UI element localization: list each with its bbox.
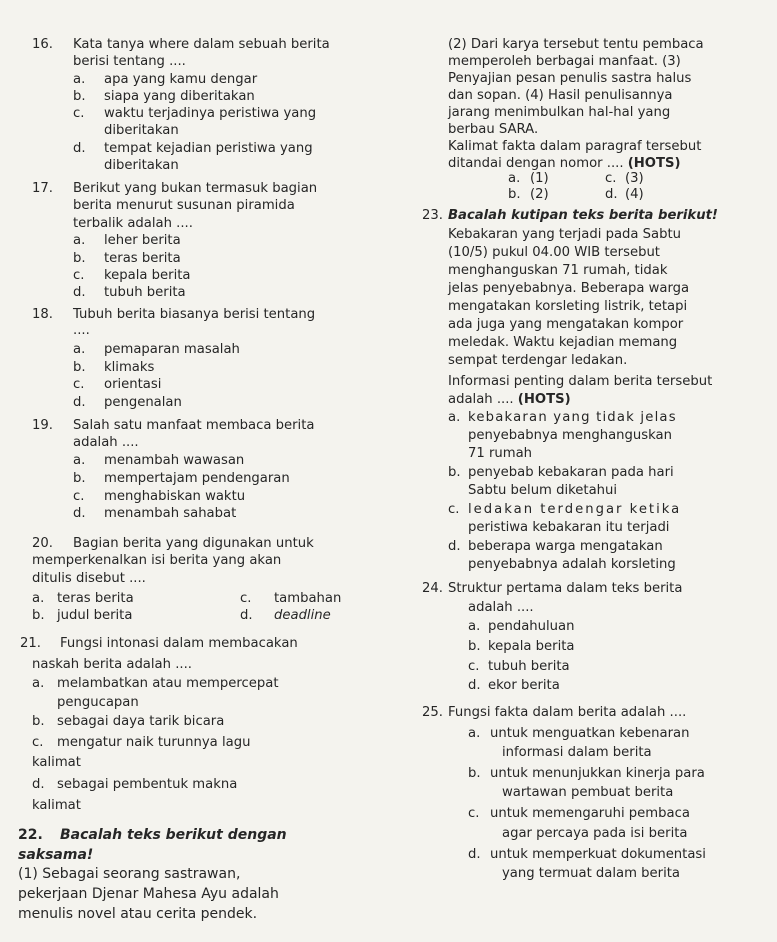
question-stem: saksama! xyxy=(18,847,94,863)
option-text: menambah wawasan xyxy=(104,453,245,468)
option-letter: b. xyxy=(468,639,481,654)
passage-line: Penyajian pesan penulis sastra halus xyxy=(448,71,692,86)
passage-line: (2) Dari karya tersebut tentu pembaca xyxy=(448,37,704,52)
option-text: judul berita xyxy=(57,608,133,623)
option-letter: c. xyxy=(240,591,252,606)
option-text: waktu terjadinya peristiwa yang xyxy=(104,106,317,121)
option-letter: c. xyxy=(73,489,85,504)
option-letter: a. xyxy=(32,676,45,691)
question-stem: Kata tanya where dalam sebuah berita xyxy=(73,37,330,52)
option-text: untuk menunjukkan kinerja para xyxy=(490,766,705,781)
question-stem: adalah .... xyxy=(468,600,534,615)
option-text: kalimat xyxy=(32,755,81,770)
option-text: deadline xyxy=(274,608,331,623)
option-letter: d. xyxy=(468,847,481,862)
option-text: pemaparan masalah xyxy=(104,342,240,357)
option-letter: d. xyxy=(468,678,481,693)
option-letter: a. xyxy=(468,726,481,741)
option-text: melambatkan atau mempercepat xyxy=(57,676,279,691)
question-stem: Fungsi fakta dalam berita adalah .... xyxy=(448,705,687,720)
option-letter: c. xyxy=(468,806,480,821)
option-letter: b. xyxy=(508,187,521,202)
option-text: kebakaran yang tidak jelas xyxy=(468,410,677,425)
option-text: tubuh berita xyxy=(104,285,186,300)
option-letter: a. xyxy=(73,233,86,248)
option-letter: c. xyxy=(605,171,617,186)
option-letter: b. xyxy=(73,360,86,375)
passage-line: menulis novel atau cerita pendek. xyxy=(18,906,258,922)
passage-line: berbau SARA. xyxy=(448,122,539,137)
question-text xyxy=(448,393,571,406)
question-stem: berisi tentang .... xyxy=(73,54,186,69)
option-text: penyebabnya menghanguskan xyxy=(468,428,672,443)
option-text: leher berita xyxy=(104,233,181,248)
option-text: siapa yang diberitakan xyxy=(104,89,255,104)
option-text: mengatur naik turunnya lagu xyxy=(57,735,251,750)
option-text: apa yang kamu dengar xyxy=(104,72,258,87)
option-text: mempertajam pendengaran xyxy=(104,471,290,486)
question-number: 19. xyxy=(32,418,53,433)
passage-line: ada juga yang mengatakan kompor xyxy=(448,317,684,332)
option-letter: b. xyxy=(73,471,86,486)
option-letter: a. xyxy=(32,591,45,606)
option-text: menambah sahabat xyxy=(104,506,237,521)
question-stem: Struktur pertama dalam teks berita xyxy=(448,581,683,596)
option-text: tubuh berita xyxy=(488,659,570,674)
option-text: 71 rumah xyxy=(468,446,533,461)
question-number: 16. xyxy=(32,37,53,52)
question-number: 22. xyxy=(18,827,43,843)
question-stem: terbalik adalah .... xyxy=(73,216,193,231)
option-text: orientasi xyxy=(104,377,162,392)
option-text: (1) xyxy=(530,171,549,186)
question-text xyxy=(448,157,681,170)
option-text: tempat kejadian peristiwa yang xyxy=(104,141,313,156)
passage-line: sempat terdengar ledakan. xyxy=(448,353,628,368)
option-letter: d. xyxy=(73,285,86,300)
question-tail: ditandai dengan nomor .... xyxy=(448,156,628,171)
question-stem: naskah berita adalah .... xyxy=(32,657,192,672)
passage-line: pekerjaan Djenar Mahesa Ayu adalah xyxy=(18,886,279,902)
option-text: pendahuluan xyxy=(488,619,575,634)
option-letter: a. xyxy=(508,171,521,186)
question-number: 25. xyxy=(422,705,443,720)
question-number: 24. xyxy=(422,581,443,596)
option-letter: a. xyxy=(73,72,86,87)
hots-label: (HOTS) xyxy=(627,156,681,171)
option-letter: d. xyxy=(240,608,253,623)
passage-line: (10/5) pukul 04.00 WIB tersebut xyxy=(448,245,660,260)
option-letter: c. xyxy=(73,268,85,283)
question-stem: adalah .... xyxy=(73,435,139,450)
question-stem: ditulis disebut .... xyxy=(32,571,146,586)
question-stem: .... xyxy=(73,323,90,338)
option-text: (2) xyxy=(530,187,549,202)
option-letter: c. xyxy=(32,735,44,750)
option-text: agar percaya pada isi berita xyxy=(502,826,688,841)
option-letter: d. xyxy=(605,187,618,202)
question-stem: memperkenalkan isi berita yang akan xyxy=(32,553,282,568)
option-letter: d. xyxy=(448,539,461,554)
option-text: (3) xyxy=(625,171,644,186)
option-letter: b. xyxy=(468,766,481,781)
option-text: tambahan xyxy=(274,591,342,606)
option-letter: b. xyxy=(32,714,45,729)
option-text: teras berita xyxy=(57,591,134,606)
option-text: untuk menguatkan kebenaran xyxy=(490,726,690,741)
question-number: 23. xyxy=(422,208,443,223)
question-stem: Berikut yang bukan termasuk bagian xyxy=(73,181,318,196)
option-letter: b. xyxy=(32,608,45,623)
option-text: wartawan pembuat berita xyxy=(502,785,674,800)
option-letter: c. xyxy=(448,502,460,517)
passage-line: dan sopan. (4) Hasil penulisannya xyxy=(448,88,673,103)
question-stem: Fungsi intonasi dalam membacakan xyxy=(60,636,298,651)
passage-line: mengatakan korsleting listrik, tetapi xyxy=(448,299,688,314)
option-letter: a. xyxy=(468,619,481,634)
option-letter: a. xyxy=(73,453,86,468)
option-text: kepala berita xyxy=(104,268,191,283)
question-stem: Salah satu manfaat membaca berita xyxy=(73,418,315,433)
passage-line: memperoleh berbagai manfaat. (3) xyxy=(448,54,681,69)
question-stem: Tubuh berita biasanya berisi tentang xyxy=(73,307,316,322)
question-text: Kalimat fakta dalam paragraf tersebut xyxy=(448,139,702,154)
question-tail: adalah .... xyxy=(448,392,518,407)
option-text: beberapa warga mengatakan xyxy=(468,539,663,554)
option-letter: d. xyxy=(73,395,86,410)
option-letter: c. xyxy=(73,106,85,121)
option-text: ledakan terdengar ketika xyxy=(468,502,682,517)
hots-label: (HOTS) xyxy=(517,392,571,407)
option-text: penyebabnya adalah korsleting xyxy=(468,557,676,572)
option-text: kepala berita xyxy=(488,639,575,654)
option-text: peristiwa kebakaran itu terjadi xyxy=(468,520,670,535)
option-text: untuk memengaruhi pembaca xyxy=(490,806,690,821)
option-letter: b. xyxy=(448,465,461,480)
option-letter: b. xyxy=(73,251,86,266)
option-text: klimaks xyxy=(104,360,155,375)
question-number: 18. xyxy=(32,307,53,322)
option-text: untuk memperkuat dokumentasi xyxy=(490,847,706,862)
option-letter: a. xyxy=(448,410,461,425)
question-stem: Bagian berita yang digunakan untuk xyxy=(73,536,314,551)
question-stem: berita menurut susunan piramida xyxy=(73,198,295,213)
option-text: diberitakan xyxy=(104,158,179,173)
option-text: (4) xyxy=(625,187,644,202)
option-text: yang termuat dalam berita xyxy=(502,866,680,881)
passage-line: Kebakaran yang terjadi pada Sabtu xyxy=(448,227,682,242)
option-text: Sabtu belum diketahui xyxy=(468,483,618,498)
question-number: 17. xyxy=(32,181,53,196)
passage-line: jelas penyebabnya. Beberapa warga xyxy=(448,281,690,296)
passage-line: meledak. Waktu kejadian memang xyxy=(448,335,678,350)
option-text: ekor berita xyxy=(488,678,560,693)
passage-line: jarang menimbulkan hal-hal yang xyxy=(448,105,671,120)
option-text: teras berita xyxy=(104,251,181,266)
option-text: kalimat xyxy=(32,798,81,813)
option-letter: d. xyxy=(73,141,86,156)
question-number: 21. xyxy=(20,636,41,651)
option-letter: b. xyxy=(73,89,86,104)
option-letter: a. xyxy=(73,342,86,357)
option-text: pengucapan xyxy=(57,695,139,710)
option-letter: c. xyxy=(73,377,85,392)
passage-line: menghanguskan 71 rumah, tidak xyxy=(448,263,668,278)
question-text: Informasi penting dalam berita tersebut xyxy=(448,374,713,389)
passage-line: (1) Sebagai seorang sastrawan, xyxy=(18,866,241,882)
option-text: sebagai daya tarik bicara xyxy=(57,714,225,729)
option-letter: d. xyxy=(73,506,86,521)
option-text: pengenalan xyxy=(104,395,182,410)
question-stem: Bacalah teks berikut dengan xyxy=(60,827,287,843)
option-text: diberitakan xyxy=(104,123,179,138)
option-text: sebagai pembentuk makna xyxy=(57,777,238,792)
question-number: 20. xyxy=(32,536,53,551)
option-text: informasi dalam berita xyxy=(502,745,652,760)
option-text: menghabiskan waktu xyxy=(104,489,246,504)
question-stem: Bacalah kutipan teks berita berikut! xyxy=(448,208,718,223)
option-letter: d. xyxy=(32,777,45,792)
option-letter: c. xyxy=(468,659,480,674)
option-text: penyebab kebakaran pada hari xyxy=(468,465,674,480)
